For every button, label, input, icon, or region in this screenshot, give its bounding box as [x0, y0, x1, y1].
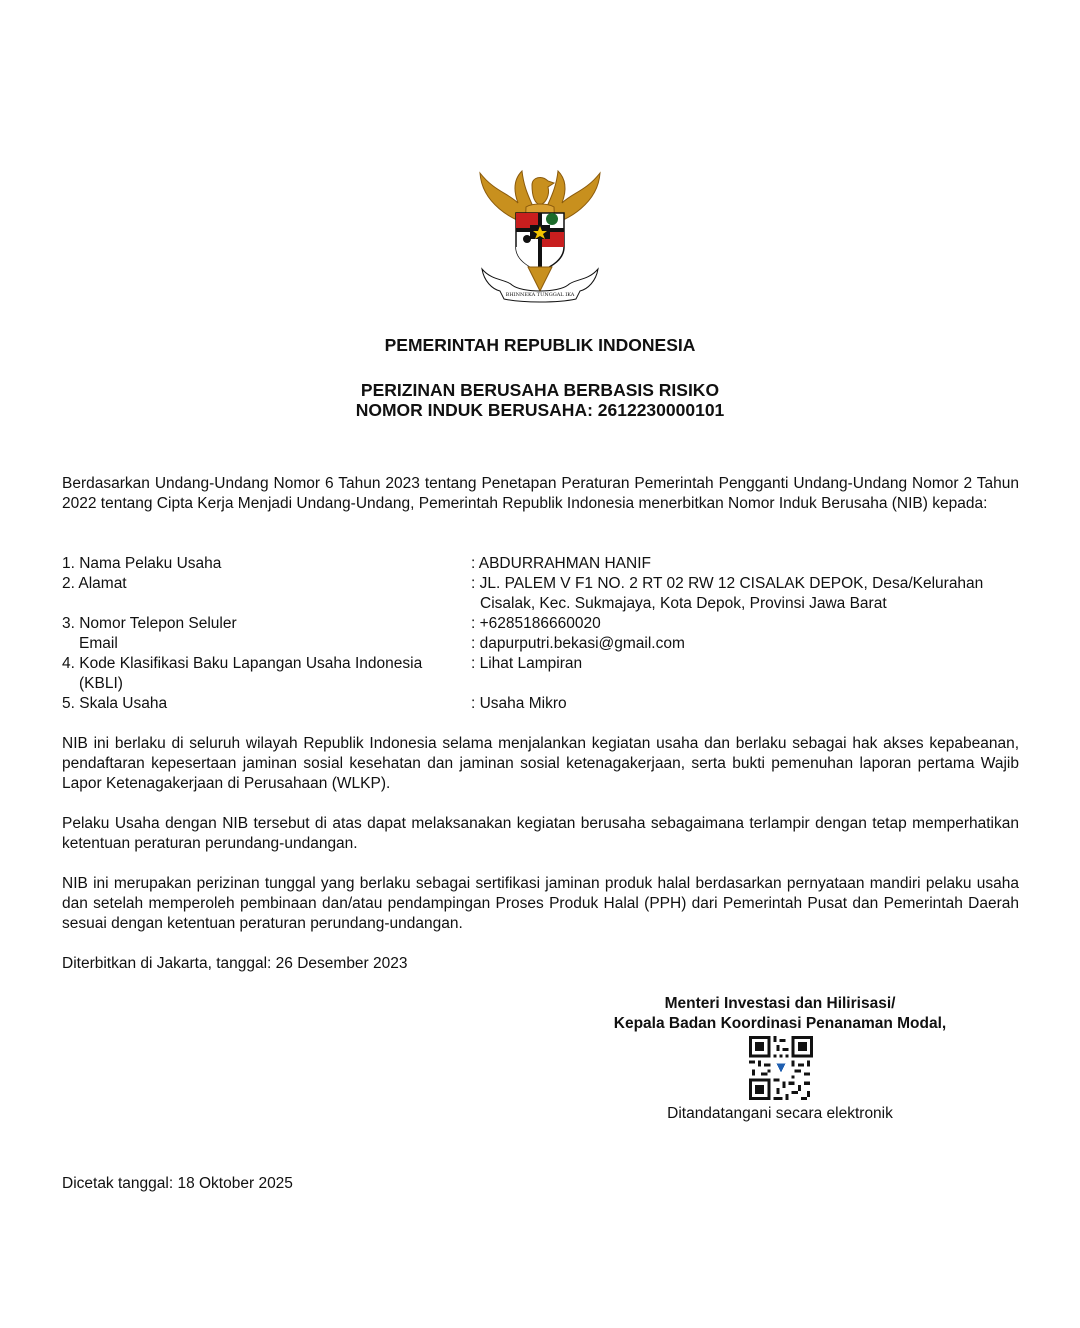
- government-title: PEMERINTAH REPUBLIK INDONESIA: [384, 335, 696, 355]
- nib-number: NOMOR INDUK BERUSAHA: 2612230000101: [355, 400, 725, 420]
- signatory-title-2: Kepala Badan Koordinasi Penanaman Modal,: [613, 1015, 947, 1032]
- garuda-pancasila-emblem: [472, 163, 608, 311]
- kbli-label-line-2: (KBLI): [79, 675, 123, 692]
- address-line-1: : JL. PALEM V F1 NO. 2 RT 02 RW 12 CISALAK DEPOK, Desa/Kelurahan: [471, 575, 984, 592]
- intro-paragraph: Berdasarkan Undang-Undang Nomor 6 Tahun 2023 tentang Penetapan Peraturan Pemerintah Pengganti Undang-Undang Nomor 2 Tahun 2022 tentang Cipta Kerja Menjadi Undang-Undang, Pemerintah Republik Indonesia menerbitkan Nomor Induk Berusaha (NIB) kepada:: [62, 475, 1019, 512]
- email-value: : dapurputri.bekasi@gmail.com: [471, 635, 685, 652]
- obligation-paragraph: Pelaku Usaha dengan NIB tersebut di atas dapat melaksanakan kegiatan berusaha sebagaimana terlampir dengan tetap memperhatikan ketentuan peraturan perundang-undangan.: [62, 815, 1019, 852]
- scale-value: : Usaha Mikro: [471, 695, 567, 712]
- signatory-title-1: Menteri Investasi dan Hilirisasi/: [664, 995, 896, 1012]
- scale-label: 5. Skala Usaha: [62, 695, 168, 712]
- e-signature-note: Ditandatangani secara elektronik: [667, 1105, 893, 1122]
- address-value: [471, 574, 1019, 614]
- permit-type: PERIZINAN BERUSAHA BERBASIS RISIKO: [360, 380, 720, 400]
- document-title: [60, 380, 1020, 420]
- kbli-label-line-1: 4. Kode Klasifikasi Baku Lapangan Usaha Indonesia: [62, 655, 423, 672]
- halal-paragraph: NIB ini merupakan perizinan tunggal yang berlaku sebagai sertifikasi jaminan produk halal berdasarkan pernyataan mandiri pelaku usaha dan setelah memperoleh pembinaan dan/atau pendampingan Proses Produk Halal (PPH) dari Pemerintah Pusat dan Pemerintah Daerah sesuai dengan ketentuan peraturan perundang-undangan.: [62, 875, 1019, 932]
- kbli-label: [62, 654, 462, 694]
- phone-value: : +6285186660020: [471, 615, 601, 632]
- issued-date: Diterbitkan di Jakarta, tanggal: 26 Desember 2023: [62, 955, 408, 972]
- phone-label: 3. Nomor Telepon Seluler: [62, 615, 237, 632]
- address-label: 2. Alamat: [62, 575, 127, 592]
- qr-code-icon: [749, 1036, 813, 1100]
- printed-date: Dicetak tanggal: 18 Oktober 2025: [62, 1175, 293, 1192]
- name-label: 1. Nama Pelaku Usaha: [62, 555, 222, 572]
- name-value: : ABDURRAHMAN HANIF: [471, 555, 651, 572]
- address-line-2: Cisalak, Kec. Sukmajaya, Kota Depok, Provinsi Jawa Barat: [480, 595, 887, 612]
- validity-paragraph: NIB ini berlaku di seluruh wilayah Republik Indonesia selama menjalankan kegiatan usaha dan berlaku sebagai hak akses kepabeanan, pendaftaran kepesertaan jaminan sosial kesehatan dan jaminan sosial ketenagakerjaan, serta bukti pemenuhan laporan pertama Wajib Lapor Ketenagakerjaan di Perusahaan (WLKP).: [62, 735, 1019, 792]
- emblem-motto: BHINNEKA TUNGGAL IKA: [505, 292, 575, 298]
- email-label: Email: [79, 635, 118, 652]
- kbli-value: : Lihat Lampiran: [471, 655, 583, 672]
